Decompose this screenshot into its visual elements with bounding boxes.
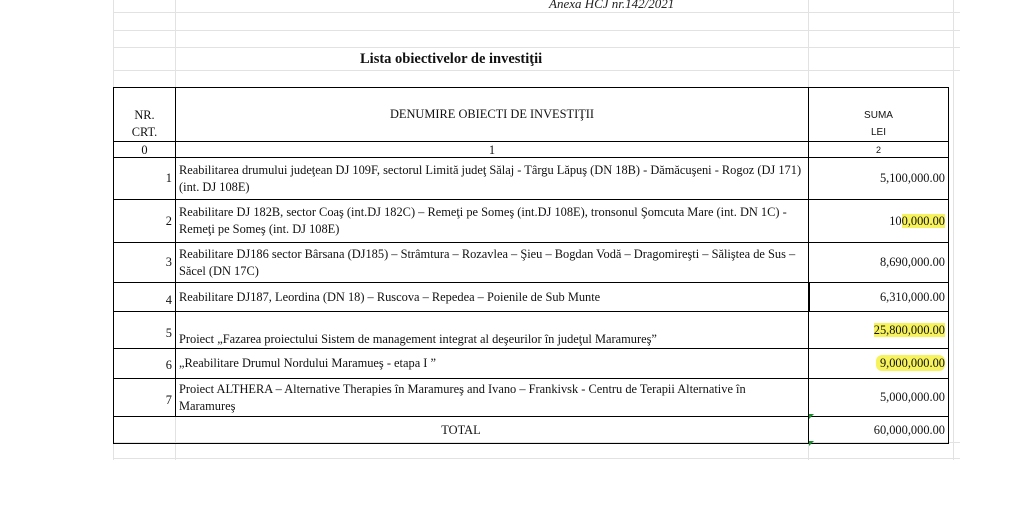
row-name: „Reabilitare Drumul Nordului Maramueş - etapa I ” <box>176 349 809 379</box>
row-name: Proiect „Fazarea proiectului Sistem de management integrat al deşeurilor în judeţul Maramureş” <box>176 312 809 349</box>
table-row <box>114 158 949 200</box>
investment-table <box>113 87 949 444</box>
header-sum <box>809 88 949 142</box>
header-name-label: DENUMIRE OBIECTI DE INVESTIŢII <box>389 107 595 121</box>
table-row <box>114 200 949 243</box>
index-cell-1: 1 <box>176 142 809 158</box>
table-row <box>114 312 949 349</box>
table-row <box>114 243 949 283</box>
row-amount-highlight: 0,000.00 <box>901 213 945 228</box>
row-nr: 4 <box>114 283 176 312</box>
row-name: Reabilitare DJ 182B, sector Coaş (int.DJ 182C) – Remeţi pe Someş (int.DJ 108E), tronsonul Şomcuta Mare (int. DN 1C) - Remeţi pe Someş (int. DJ 108E) <box>176 200 809 243</box>
table-row <box>114 379 949 417</box>
header-nr-line2: CRT. <box>131 125 158 139</box>
table-header-row <box>114 88 949 142</box>
row-amount <box>809 312 949 349</box>
row-amount <box>809 349 949 379</box>
table-row <box>114 349 949 379</box>
total-amount: 60,000,000.00 <box>809 417 949 444</box>
row-amount: 5,000,000.00 <box>809 379 949 417</box>
row-amount-highlight: 9,000,000.00 <box>876 355 945 371</box>
header-note: Anexa HCJ nr.142/2021 <box>549 0 675 11</box>
row-nr: 2 <box>114 200 176 243</box>
comment-marker <box>809 414 814 419</box>
index-row <box>114 142 949 158</box>
row-name: Reabilitare DJ187, Leordina (DN 18) – Ruscova – Repedea – Poienile de Sub Munte <box>176 283 809 312</box>
row-amount-highlight: 25,800,000.00 <box>873 322 945 337</box>
row-nr: 1 <box>114 158 176 200</box>
header-nr-line1: NR. <box>134 108 155 122</box>
header-nr <box>114 88 176 142</box>
row-nr: 5 <box>114 312 176 349</box>
header-sum-line2: LEI <box>870 127 886 138</box>
document-title: Lista obiectivelor de investiţii <box>360 51 543 67</box>
row-amount: 8,690,000.00 <box>809 243 949 283</box>
row-nr: 7 <box>114 379 176 417</box>
total-label: TOTAL <box>114 417 809 444</box>
row-amount-plain: 10 <box>889 213 902 228</box>
header-name <box>176 88 809 142</box>
row-name: Proiect ALTHERA – Alternative Therapies în Maramureş and Ivano – Frankivsk - Centru de Terapii Alternative în Maramureş <box>176 379 809 417</box>
index-cell-2: 2 <box>809 142 949 158</box>
row-amount <box>809 200 949 243</box>
row-nr: 3 <box>114 243 176 283</box>
row-name: Reabilitarea drumului judeţean DJ 109F, sectorul Limită judeţ Sălaj - Târgu Lăpuş (DN 18B) - Dămăcuşeni - Rogoz (DJ 171) (int. DJ 108E) <box>176 158 809 200</box>
comment-marker <box>809 441 814 446</box>
row-amount: 6,310,000.00 <box>809 283 949 312</box>
table-row <box>114 283 949 312</box>
row-amount: 5,100,000.00 <box>809 158 949 200</box>
header-sum-line1: SUMA <box>864 110 893 121</box>
row-name: Reabilitare DJ186 sector Bârsana (DJ185) – Strâmtura – Rozavlea – Şieu – Bogdan Vodă – Dragomireşti – Săliştea de Sus – Săcel (DN 17C) <box>176 243 809 283</box>
total-row <box>114 417 949 444</box>
index-cell-0: 0 <box>114 142 176 158</box>
row-nr: 6 <box>114 349 176 379</box>
